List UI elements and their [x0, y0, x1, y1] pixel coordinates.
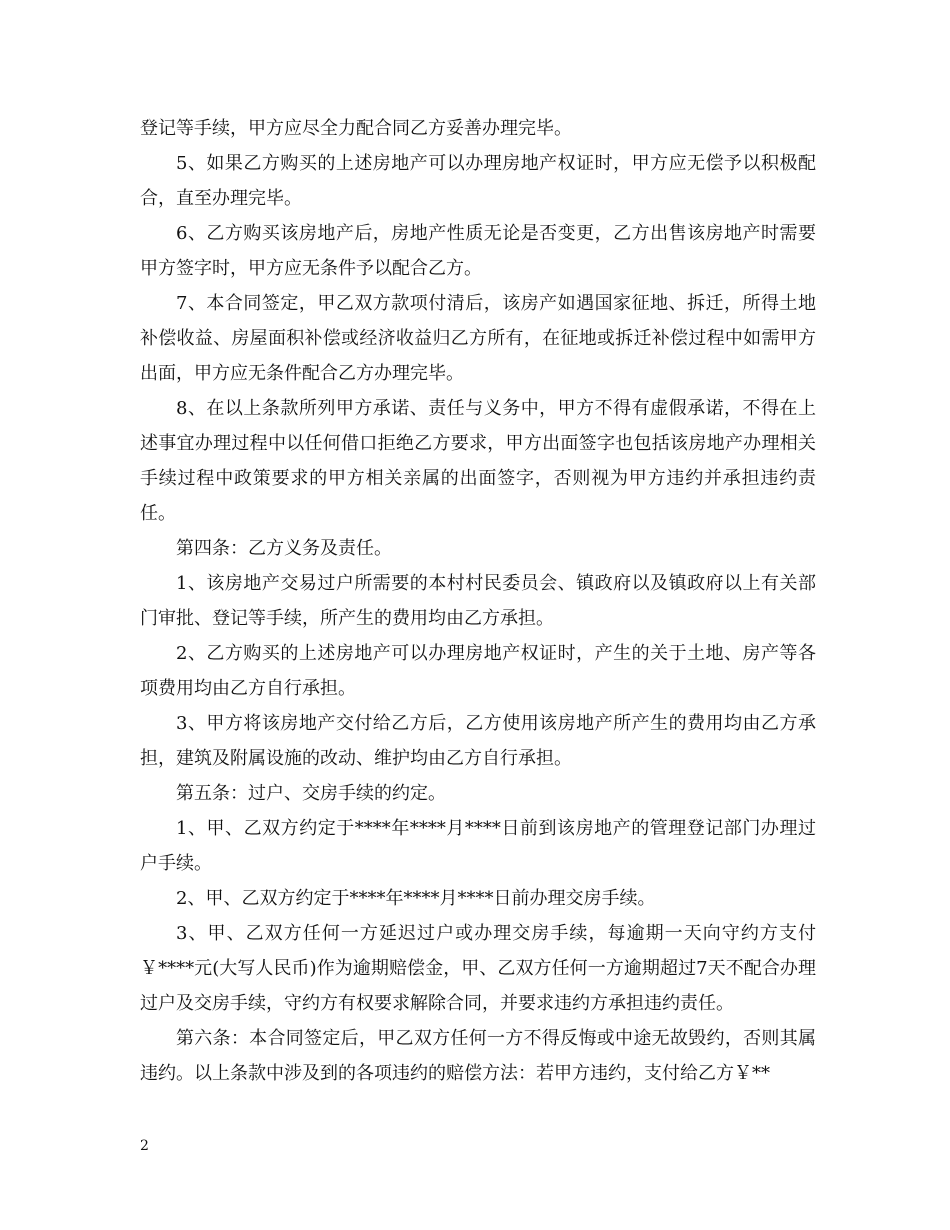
- paragraph-clause-5-1: 1、甲、乙双方约定于****年****月****日前到该房地产的管理登记部门办理过户手续。: [140, 818, 816, 874]
- paragraph-clause-4-1: 1、该房地产交易过户所需要的本村村民委员会、镇政府以及镇政府以上有关部门审批、登记等手续，所产生的费用均由乙方承担。: [140, 573, 816, 629]
- paragraph-clause-3-6: 6、乙方购买该房地产后，房地产性质无论是否变更，乙方出售该房地产时需要甲方签字时，甲方应无条件予以配合乙方。: [140, 223, 816, 279]
- paragraph-continuation: 登记等手续，甲方应尽全力配合同乙方妥善办理完毕。: [140, 118, 572, 139]
- paragraph-clause-3-8: 8、在以上条款所列甲方承诺、责任与义务中，甲方不得有虚假承诺，不得在上述事宜办理过程中以任何借口拒绝乙方要求，甲方出面签字也包括该房地产办理相关手续过程中政策要求的甲方相关亲属的出面签字，否则视为甲方违约并承担违约责任。: [140, 398, 816, 524]
- paragraph-clause-5-3: 3、甲、乙双方任何一方延迟过户或办理交房手续，每逾期一天向守约方支付￥****元(大写人民币)作为逾期赔偿金，甲、乙双方任何一方逾期超过7天不配合办理过户及交房手续，守约方有权要求解除合同，并要求违约方承担违约责任。: [140, 923, 816, 1014]
- section-heading-article-5: 第五条：过户、交房手续的约定。: [176, 783, 446, 804]
- paragraph-clause-4-2: 2、乙方购买的上述房地产可以办理房地产权证时，产生的关于土地、房产等各项费用均由乙方自行承担。: [140, 643, 816, 699]
- paragraph-clause-3-7: 7、本合同签定，甲乙双方款项付清后，该房产如遇国家征地、拆迁，所得土地补偿收益、房屋面积补偿或经济收益归乙方所有，在征地或拆迁补偿过程中如需甲方出面，甲方应无条件配合乙方办理完毕。: [140, 293, 816, 384]
- section-heading-article-6: 第六条：本合同签定后，甲乙双方任何一方不得反悔或中途无故毁约，否则其属违约。以上条款中涉及到的各项违约的赔偿方法：若甲方违约，支付给乙方￥**: [140, 1028, 816, 1084]
- paragraph-clause-4-3: 3、甲方将该房地产交付给乙方后，乙方使用该房地产所产生的费用均由乙方承担，建筑及附属设施的改动、维护均由乙方自行承担。: [140, 713, 816, 769]
- section-heading-article-4: 第四条：乙方义务及责任。: [176, 538, 392, 559]
- document-body: [140, 111, 816, 1091]
- paragraph-clause-5-2: 2、甲、乙双方约定于****年****月****日前办理交房手续。: [176, 888, 656, 909]
- paragraph-clause-3-5: 5、如果乙方购买的上述房地产可以办理房地产权证时，甲方应无偿予以积极配合，直至办理完毕。: [140, 153, 816, 209]
- page-number: 2: [140, 1138, 149, 1154]
